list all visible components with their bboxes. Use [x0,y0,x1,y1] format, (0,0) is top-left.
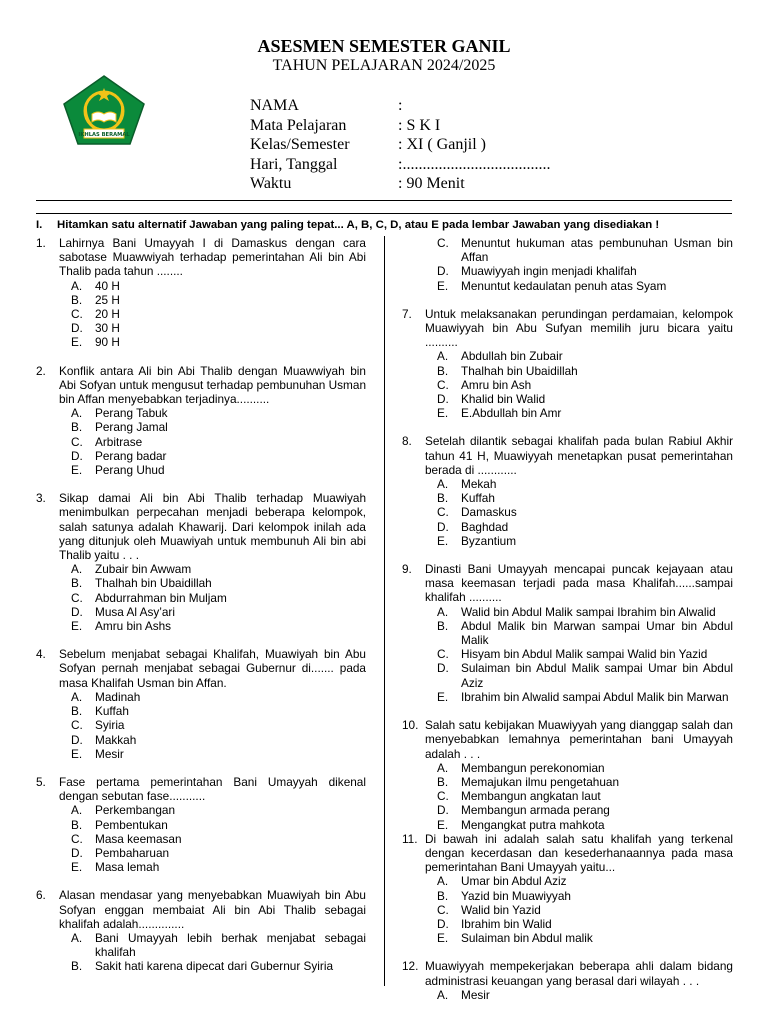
option-letter: A. [437,987,449,1002]
question-4 [36,647,366,761]
option-text: Mekah [461,477,497,492]
question-7 [402,307,733,421]
option-text: Madinah [95,689,141,704]
kemenag-logo [60,74,148,146]
column-divider [384,236,385,986]
option-a [59,931,366,959]
question-stem: Salah satu kebijakan Muawiyyah yang dianggap salah dan menyebabkan lemahnya pemerintahan bani Umayyah adalah . . . [425,718,733,761]
info-label: Mata Pelajaran [250,116,347,134]
question-number: 11. [402,831,418,846]
option-text: Mesir [95,746,124,761]
option-letter: A. [71,803,83,818]
question-number: 9. [402,562,412,577]
option-letter: E. [437,817,449,832]
option-text: Menuntut kedaulatan penuh atas Syam [461,278,667,293]
question-9 [402,562,733,704]
option-letter: B. [71,817,83,832]
option-text: Membangun angkatan laut [461,789,601,804]
option-a [59,803,366,817]
info-value: : [398,97,403,114]
header-divider-bottom [36,213,732,214]
option-text: Perkembangan [95,803,176,818]
option-text: Sulaiman bin Abdul malik [461,931,593,946]
option-letter: D. [71,448,83,463]
option-letter: D. [437,519,449,534]
option-b [425,889,733,903]
option-text: Thalhah bin Ubaidillah [95,576,212,591]
option-letter: C. [437,647,449,662]
option-d [59,733,366,747]
option-text: Masa lemah [95,860,160,875]
option-text: Perang Jamal [95,420,168,435]
option-letter: E. [71,335,83,350]
info-value: : 90 Menit [398,175,465,192]
question-stem: Di bawah ini adalah salah satu khalifah yang terkenal dengan kecerdasan dan kesederhanaannya pada masa pemerintahan Bani Umayyah yaitu... [425,831,733,875]
question-number: 12. [402,959,419,974]
option-text: Perang badar [95,448,167,463]
option-text: Pembaharuan [95,845,170,860]
question-11 [402,832,733,946]
option-text: Umar bin Abdul Aziz [461,874,567,889]
option-letter: A. [437,760,449,775]
option-b [425,364,733,378]
option-b [425,619,733,647]
option-text: 90 H [95,335,120,350]
question-8 [402,434,733,548]
option-text: Perang Tabuk [95,406,168,421]
option-text: Membangun perekonomian [461,760,605,775]
option-text: 20 H [95,307,120,322]
option-text: 25 H [95,292,120,307]
option-a [425,477,733,491]
option-text: Zubair bin Awwam [95,562,192,577]
option-letter: C. [71,434,83,449]
option-text: Membangun armada perang [461,803,610,818]
question-stem: Sikap damai Ali bin Abi Thalib terhadap Muawiyah menimbulkan perpecahan menjadi beberapa kelompok, salah satunya adalah Khawarij. Dari kelompok inilah ada yang ditunjuk oleh Muawiyah untuk membunuh Ali bin abi Thalib yaitu . . . [59,491,366,563]
option-letter: A. [437,349,449,364]
info-value: :..................................... [398,155,551,173]
question-number: 1. [36,236,46,250]
option-letter: C. [437,236,449,250]
info-label: Waktu [250,175,292,192]
option-text: Thalhah bin Ubaidillah [461,363,578,378]
option-letter: B. [71,704,83,719]
option-letter: D. [71,604,83,619]
option-b [59,959,366,973]
option-text: Kuffah [461,491,495,506]
info-row-name [250,96,550,116]
option-text: Walid bin Yazid [461,902,541,917]
option-letter: B. [437,774,449,789]
option-text: Hisyam bin Abdul Malik sampai Walid bin Yazid [461,647,708,662]
option-letter: E. [71,463,83,478]
option-a [425,605,733,619]
question-stem: Untuk melaksanakan perundingan perdamaian, kelompok Muawiyyah bin Abu Sufyan memilih juru bicara yaitu .......... [425,306,733,350]
kemenag-emblem-icon [60,74,148,146]
question-number: 7. [402,306,412,321]
option-letter: D. [71,732,83,747]
header-divider-top [36,200,732,201]
option-text: Ibrahim bin Walid [461,916,552,931]
option-text: Musa Al Asy’ari [95,604,175,619]
option-text: Khalid bin Walid [461,392,546,407]
question-number: 4. [36,647,46,662]
option-text: Yazid bin Muawiyyah [461,888,571,903]
option-d [59,321,366,335]
question-2 [36,364,366,478]
option-letter: B. [71,292,83,307]
option-b [59,576,366,590]
question-3 [36,491,366,633]
option-text: Memajukan ilmu pengetahuan [461,774,620,789]
option-a [425,988,733,1002]
option-text: Baghdad [461,519,509,534]
instruction-text: Hitamkan satu alternatif Jawaban yang paling tepat... A, B, C, D, atau E pada lembar Jawaban yang disediakan ! [57,219,660,231]
option-text: Mesir [461,987,490,1002]
option-letter: C. [437,505,449,520]
option-text: E.Abdullah bin Amr [461,406,562,421]
option-e [425,534,733,548]
option-text: Arbitrase [95,434,143,449]
option-letter: B. [71,420,83,435]
option-e [59,335,366,349]
option-letter: C. [437,789,449,804]
option-letter: C. [71,590,83,605]
question-column-left [36,236,366,988]
option-letter: C. [437,377,449,392]
option-b [425,775,733,789]
option-text: Abdullah bin Zubair [461,349,563,364]
option-text: Sulaiman bin Abdul Malik sampai Umar bin Abdul Aziz [461,661,733,690]
option-text: Mengangkat putra mahkota [461,817,605,832]
option-a [425,761,733,775]
question-6-continued [402,236,733,293]
option-letter: E. [437,533,449,548]
option-c [59,307,366,321]
exam-subtitle: TAHUN PELAJARAN 2024/2025 [272,57,496,74]
option-letter: E. [71,746,83,761]
option-text: Perang Uhud [95,463,165,478]
instruction-line [36,219,736,231]
option-letter: D. [71,321,83,336]
option-letter: D. [71,845,83,860]
option-text: Amru bin Ashs [95,619,172,634]
info-value: : S K I [398,116,441,134]
option-e [59,619,366,633]
option-c [59,435,366,449]
option-d [59,449,366,463]
question-number: 5. [36,774,46,789]
instruction-number: I. [36,219,43,231]
option-text: 40 H [95,278,120,293]
option-c [59,591,366,605]
option-e [425,931,733,945]
option-d [59,846,366,860]
exam-title: ASESMEN SEMESTER GANIL [257,36,511,56]
option-text: Muawiyyah ingin menjadi khalifah [461,264,637,279]
option-text: 30 H [95,321,120,336]
option-e [59,860,366,874]
option-letter: B. [437,618,449,633]
info-label: Hari, Tanggal [250,155,338,173]
option-c [425,505,733,519]
option-e [425,406,733,420]
question-1 [36,236,366,350]
option-e [59,463,366,477]
question-number: 8. [402,434,412,449]
option-d [425,264,733,278]
option-text: Abdul Malik bin Marwan sampai Umar bin Abdul Malik [461,618,733,648]
question-number: 3. [36,491,46,506]
option-letter: A. [71,562,83,577]
option-c [425,236,733,264]
option-letter: E. [71,860,83,875]
option-text: Kuffah [95,704,129,719]
option-e [59,747,366,761]
question-stem: Sebelum menjabat sebagai Khalifah, Muawiyah bin Abu Sofyan pernah menjabat sebagai Gubernur di....... pada masa Khalifah Usman bin Affan. [59,647,366,690]
option-text: Syiria [95,718,125,733]
option-letter: D. [437,916,449,931]
option-b [59,818,366,832]
option-d [425,917,733,931]
option-d [425,520,733,534]
question-6 [36,888,366,973]
option-letter: B. [437,491,449,506]
question-stem: Fase pertama pemerintahan Bani Umayyah dikenal dengan sebutan fase........... [59,774,366,804]
question-5 [36,775,366,874]
question-number: 10. [402,718,419,733]
student-info-block [250,96,550,194]
option-letter: C. [71,831,83,846]
question-stem: Muawiyyah mempekerjakan beberapa ahli dalam bidang administrasi keuangan yang berasal dari wilayah . . . [425,959,733,988]
option-d [425,392,733,406]
option-text: Byzantium [461,533,517,548]
info-label: Kelas/Semester [250,136,350,153]
option-letter: B. [437,363,449,378]
option-d [59,605,366,619]
option-e [425,690,733,704]
question-10 [402,718,733,832]
option-text: Ibrahim bin Alwalid sampai Abdul Malik bin Marwan [461,689,729,704]
option-letter: C. [437,902,449,917]
option-letter: E. [437,406,449,421]
option-letter: A. [71,406,83,421]
option-letter: E. [71,619,83,634]
option-e [425,279,733,293]
option-a [59,406,366,420]
option-letter: B. [437,888,449,903]
option-c [59,832,366,846]
option-letter: D. [437,264,449,279]
info-row-date [250,155,550,175]
option-letter: B. [71,959,83,974]
option-a [59,690,366,704]
option-letter: A. [71,930,83,945]
question-stem: Setelah dilantik sebagai khalifah pada bulan Rabiul Akhir tahun 41 H, Muawiyyah menetapkan pusat pemerintahan berada di ............ [425,434,733,477]
option-a [59,562,366,576]
option-letter: D. [437,661,449,676]
option-c [59,718,366,732]
question-12 [402,959,733,1002]
option-b [59,704,366,718]
info-row-time [250,174,550,194]
option-d [425,803,733,817]
info-label: NAMA [250,97,299,114]
option-text: Walid bin Abdul Malik sampai Ibrahim bin Alwalid [461,604,716,619]
option-a [425,874,733,888]
option-letter: E. [437,931,449,946]
question-stem: Lahirnya Bani Umayyah I di Damaskus dengan cara sabotase Muawwiyah terhadap pemerintahan Ali bin Abi Thalib pada tahun ........ [59,236,366,279]
option-letter: A. [437,477,449,492]
question-stem: Dinasti Bani Umayyah mencapai puncak kejayaan atau masa keemasan terjadi pada masa Khalifah......sampai khalifah .......... [425,562,733,605]
option-letter: E. [437,278,449,293]
option-letter: A. [437,874,449,889]
option-c [425,903,733,917]
option-letter: D. [437,803,449,818]
option-text: Pembentukan [95,817,168,832]
question-number: 2. [36,363,46,378]
option-e [425,818,733,832]
option-letter: A. [71,689,83,704]
option-letter: B. [71,576,83,591]
option-c [425,647,733,661]
option-a [59,279,366,293]
option-letter: D. [437,392,449,407]
option-letter: A. [437,604,449,619]
option-text: Menuntut hukuman atas pembunuhan Usman bin Affan [461,236,733,265]
option-text: Makkah [95,732,137,747]
option-text: Sakit hati karena dipecat dari Gubernur Syiria [95,959,334,974]
info-row-subject [250,116,550,136]
info-row-class [250,135,550,155]
option-text: Amru bin Ash [461,377,532,392]
option-a [425,349,733,363]
option-b [59,293,366,307]
option-letter: C. [71,307,83,322]
question-stem: Konflik antara Ali bin Abi Thalib dengan Muawwiyah bin Abi Sofyan untuk mengusut terhadap pembunuhan Usman bin Affan menyebabkan terjadinya.......... [59,363,366,407]
option-text: Bani Umayyah lebih berhak menjabat sebagai khalifah [95,930,366,960]
question-number: 6. [36,888,46,903]
option-text: Damaskus [461,505,517,520]
option-c [425,378,733,392]
option-letter: E. [437,689,449,704]
option-b [59,420,366,434]
option-text: Abdurrahman bin Muljam [95,590,227,605]
info-value: : XI ( Ganjil ) [398,136,486,153]
logo-motto: IKHLAS BERAMAL [78,132,130,138]
option-text: Masa keemasan [95,831,182,846]
option-letter: C. [71,718,83,733]
option-c [425,789,733,803]
option-letter: A. [71,278,83,293]
question-column-right [402,236,733,1016]
option-b [425,491,733,505]
question-stem: Alasan mendasar yang menyebabkan Muawiyah bin Abu Sofyan enggan membaiat Ali bin Abi Thalib sebagai khalifah adalah.............. [59,888,366,931]
option-d [425,661,733,689]
